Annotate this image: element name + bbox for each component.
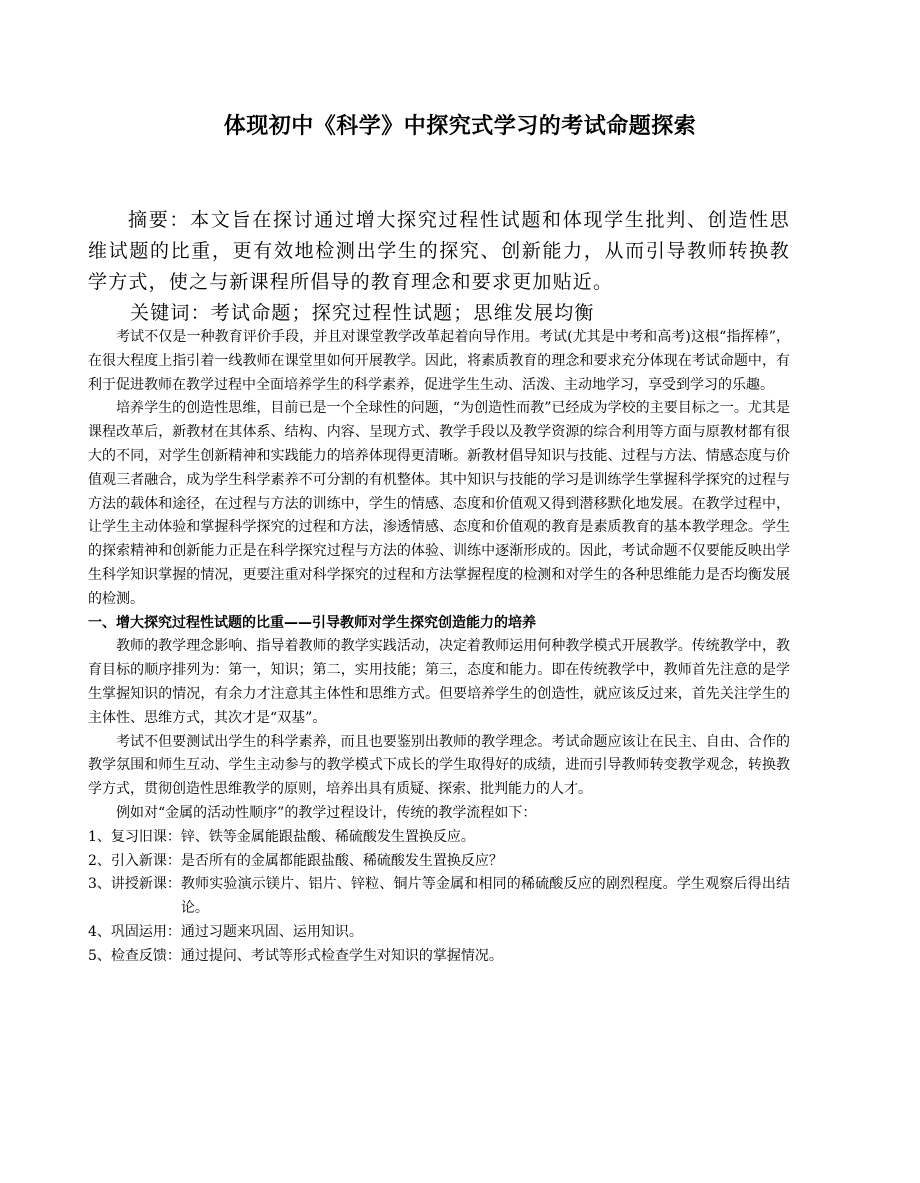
step-label: 3、讲授新课： — [88, 876, 181, 893]
abstract: 摘要：本文旨在探讨通过增大探究过程性试题和体现学生批判、创造性思维试题的比重，更有效地检测出学生的探究、创新能力，从而引导教师转换教学方式，使之与新课程所倡导的教育理念和要求更加贴近。 — [88, 209, 790, 293]
paragraph-section1-2: 考试不但要测试出学生的科学素养，而且也要鉴别出教师的教学理念。考试命题应该让在民主、自由、合作的教学氛围和师生互动、学生主动参与的教学模式下成长的学生取得好的成绩，进而引导教师转变教学观念，转换教学方式，贯彻创造性思维教学的原则，培养出具有质疑、探索、批判能力的人才。 — [88, 733, 790, 798]
step-text: 通过习题来巩固、运用知识。 — [180, 923, 363, 940]
step-label: 2、引入新课： — [88, 852, 181, 869]
list-item — [88, 921, 790, 945]
document-title: 体现初中《科学》中探究式学习的考试命题探索 — [223, 114, 697, 139]
list-item — [88, 826, 790, 850]
paragraph-section1-1: 教师的教学理念影响、指导着教师的教学实践活动，决定着教师运用何种教学模式开展教学。传统教学中，教育目标的顺序排列为：第一，知识；第二，实用技能；第三，态度和能力。即在传统教学中，教师首先注意的是学生掌握知识的情况，有余力才注意其主体性和思维方式。但要培养学生的创造性，就应该反过来，首先关注学生的主体性、思维方式，其次才是“双基”。 — [88, 638, 790, 726]
step-text: 是否所有的金属都能跟盐酸、稀硫酸发生置换反应？ — [180, 852, 503, 869]
step-label: 5、检查反馈： — [88, 947, 181, 964]
step-text: 教师实验演示镁片、铝片、锌粒、铜片等金属和相同的稀硫酸反应的剧烈程度。学生观察后得出结论。 — [180, 876, 790, 917]
paragraph-section1-3: 例如对“金属的活动性顺序”的教学过程设计，传统的教学流程如下： — [116, 804, 537, 821]
list-item — [88, 850, 790, 874]
list-item — [88, 873, 790, 921]
section-heading-1: 一、增大探究过程性试题的比重——引导教师对学生探究创造能力的培养 — [88, 614, 536, 631]
step-text: 锌、铁等金属能跟盐酸、稀硫酸发生置换反应。 — [180, 828, 475, 845]
paragraph-intro-2: 培养学生的创造性思维，目前已是一个全球性的问题，“为创造性而教”已经成为学校的主要目标之一。尤其是课程改革后，新教材在其体系、结构、内容、呈现方式、教学手段以及教学资源的综合利用等方面与原教材都有很大的不同，对学生创新精神和实践能力的培养体现得更清晰。新教材倡导知识与技能、过程与方法、情感态度与价值观三者融合，成为学生科学素养不可分割的有机整体。其中知识与技能的学习是训练学生掌握科学探究的过程与方法的载体和途径，在过程与方法的训练中，学生的情感、态度和价值观又得到潜移默化地发展。在教学过程中，让学生主动体验和掌握科学探究的过程和方法，渗透情感、态度和价值观的教育是素质教育的基本教学理念。学生的探索精神和创新能力正是在科学探究过程与方法的体验、训练中逐渐形成的。因此，考试命题不仅要能反映出学生科学知识掌握的情况，更要注重对科学探究的过程和方法掌握程度的检测和对学生的各种思维能力是否均衡发展的检测。 — [88, 400, 790, 607]
step-label: 1、复习旧课： — [88, 828, 181, 845]
step-label: 4、巩固运用： — [88, 923, 181, 940]
keywords: 关键词：考试命题；探究过程性试题；思维发展均衡 — [130, 302, 595, 324]
body-text — [88, 326, 790, 969]
step-text: 通过提问、考试等形式检查学生对知识的掌握情况。 — [180, 947, 503, 964]
paragraph-intro-1: 考试不仅是一种教育评价手段，并且对课堂教学改革起着向导作用。考试(尤其是中考和高考)这根“指挥棒”，在很大程度上指引着一线教师在课堂里如何开展教学。因此，将素质教育的理念和要求充分体现在考试命题中，有利于促进教师在教学过程中全面培养学生的科学素养，促进学生生动、活泼、主动地学习，享受到学习的乐趣。 — [88, 329, 790, 393]
list-item — [88, 945, 790, 969]
